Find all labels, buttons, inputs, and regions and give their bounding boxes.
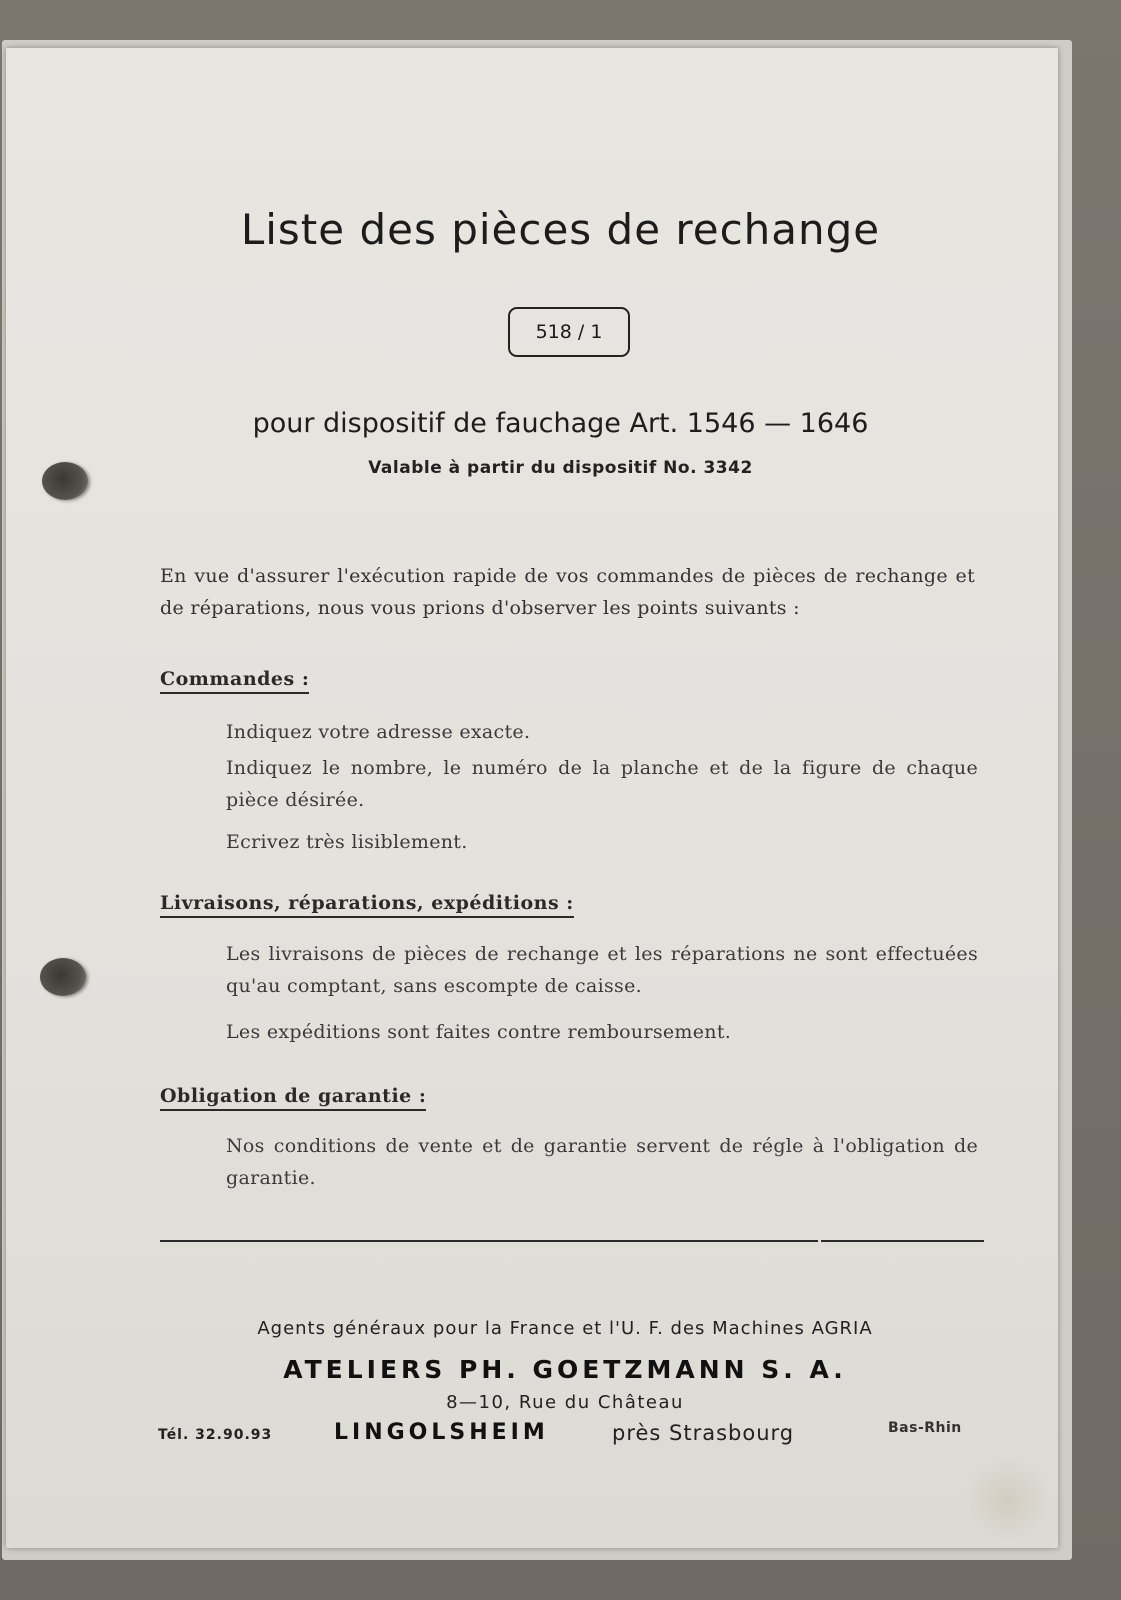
footer-street-address: 8—10, Rue du Château [446,1392,684,1413]
validity-note: Valable à partir du dispositif No. 3342 [368,458,753,478]
livraisons-paragraph: Les livraisons de pièces de rechange et les réparations ne sont effectuées qu'au comptant, sans escompte de caisse. [226,943,978,997]
footer-telephone: Tél. 32.90.93 [158,1427,273,1443]
document-code-badge: 518 / 1 [508,307,630,357]
document-title: Liste des pièces de rechange [240,205,881,254]
livraisons-paragraph: Les expéditions sont faites contre remboursement. [226,1021,732,1043]
commandes-paragraph: Indiquez votre adresse exacte. [226,721,531,743]
paper-stain [960,1460,1055,1540]
section-heading-commandes: Commandes : [160,668,309,694]
document-subtitle: pour dispositif de fauchage Art. 1546 — 1646 [252,408,869,439]
horizontal-divider [160,1240,984,1242]
garantie-paragraph: Nos conditions de vente et de garantie servent de régle à l'obligation de garantie. [226,1135,978,1189]
footer-company-name: ATELIERS PH. GOETZMANN S. A. [283,1355,847,1384]
footer-region: Bas-Rhin [888,1420,962,1436]
intro-paragraph: En vue d'assurer l'exécution rapide de vos commandes de pièces de rechange et de réparations, nous vous prions d'observer les points suivants : [160,565,975,619]
commandes-paragraph: Ecrivez très lisiblement. [226,831,468,853]
divider-gap [818,1238,821,1244]
footer-agents-line: Agents généraux pour la France et l'U. F. des Machines AGRIA [257,1318,873,1339]
commandes-paragraph: Indiquez le nombre, le numéro de la planche et de la figure de chaque pièce désirée. [226,757,978,811]
section-heading-garantie: Obligation de garantie : [160,1085,426,1111]
footer-city: LINGOLSHEIM [334,1420,549,1445]
section-heading-livraisons: Livraisons, réparations, expéditions : [160,892,574,918]
footer-near-city: près Strasbourg [612,1421,795,1445]
punch-hole-icon [40,958,86,996]
